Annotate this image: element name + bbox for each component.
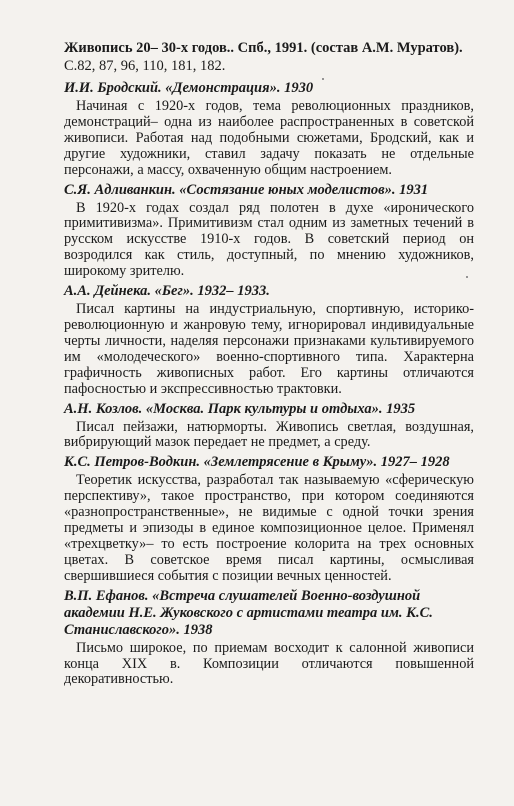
entry-body: Теоретик искусства, разработал так называемую «сферическую перспективу», такое пространство, при котором соединяются «разнопространственные», не видимые с одной точки зрения предметы и эпизоды в единое композиционное целое. Применял «трехцветку»– то есть построение колорита на трех основных цветах. В советское время писал картины, осмысливая свершившиеся события с позиции вечных ценностей.	[64, 472, 474, 584]
entry	[64, 588, 474, 689]
scan-speck	[466, 276, 468, 278]
entry	[64, 401, 474, 452]
entry-body: В 1920-х годах создал ряд полотен в духе «иронического примитивизма». Примитивизм стал одним из заметных течений в русском искусстве 1910-х годов. В советский период он возродился как стиль, доступный, по мнению художников, широкому зрителю.	[64, 199, 474, 280]
scan-speck	[322, 78, 324, 80]
entry-heading: К.С. Петров-Водкин. «Землетрясение в Крыму». 1927– 1928	[64, 454, 450, 471]
entry	[64, 80, 474, 179]
source-pages: С.82, 87, 96, 110, 181, 182.	[64, 58, 226, 74]
entry	[64, 454, 474, 584]
source-title: Живопись 20– 30-х годов.. Спб., 1991. (состав А.М. Муратов).	[64, 40, 463, 56]
entry-body: Письмо широкое, по приемам восходит к салонной живописи конца XIX в. Композиции отличаются повышенной декоративностью.	[64, 639, 474, 688]
entry-heading: А.А. Дейнека. «Бег». 1932– 1933.	[64, 283, 270, 300]
entry	[64, 182, 474, 281]
entry-heading: С.Я. Адливанкин. «Состязание юных моделистов». 1931	[64, 181, 429, 198]
entry-body: Начиная с 1920-х годов, тема революционных праздников, демонстраций– одна из наиболее распространенных в советской живописи. Работая над подобными сюжетами, Бродский, как и другие художники, ставил задачу показать не отдельные персонажи, а массу, охваченную общим настроением.	[64, 98, 474, 178]
entry-heading: В.П. Ефанов. «Встреча слушателей Военно-воздушной академии Н.Е. Жуковского с артистами театра им. К.С. Станиславского». 1938	[64, 587, 433, 638]
entry-heading: И.И. Бродский. «Демонстрация». 1930	[64, 80, 314, 96]
entry-body: Писал пейзажи, натюрморты. Живопись светлая, воздушная, вибрирующий мазок передает не предмет, а среду.	[64, 418, 474, 451]
entry-body: Писал картины на индустриальную, спортивную, историко-революционную и жанровую тему, игнорировал индивидуальные черты личности, наделяя персонажи признаками культивируемого им «молодеческого» военно-спортивного типа. Характерна графичность живописных работ. Его картины отличаются пафосностью и экспрессивностью трактовки.	[64, 301, 474, 397]
entry	[64, 283, 474, 397]
entry-heading: А.Н. Козлов. «Москва. Парк культуры и отдыха». 1935	[64, 400, 416, 417]
